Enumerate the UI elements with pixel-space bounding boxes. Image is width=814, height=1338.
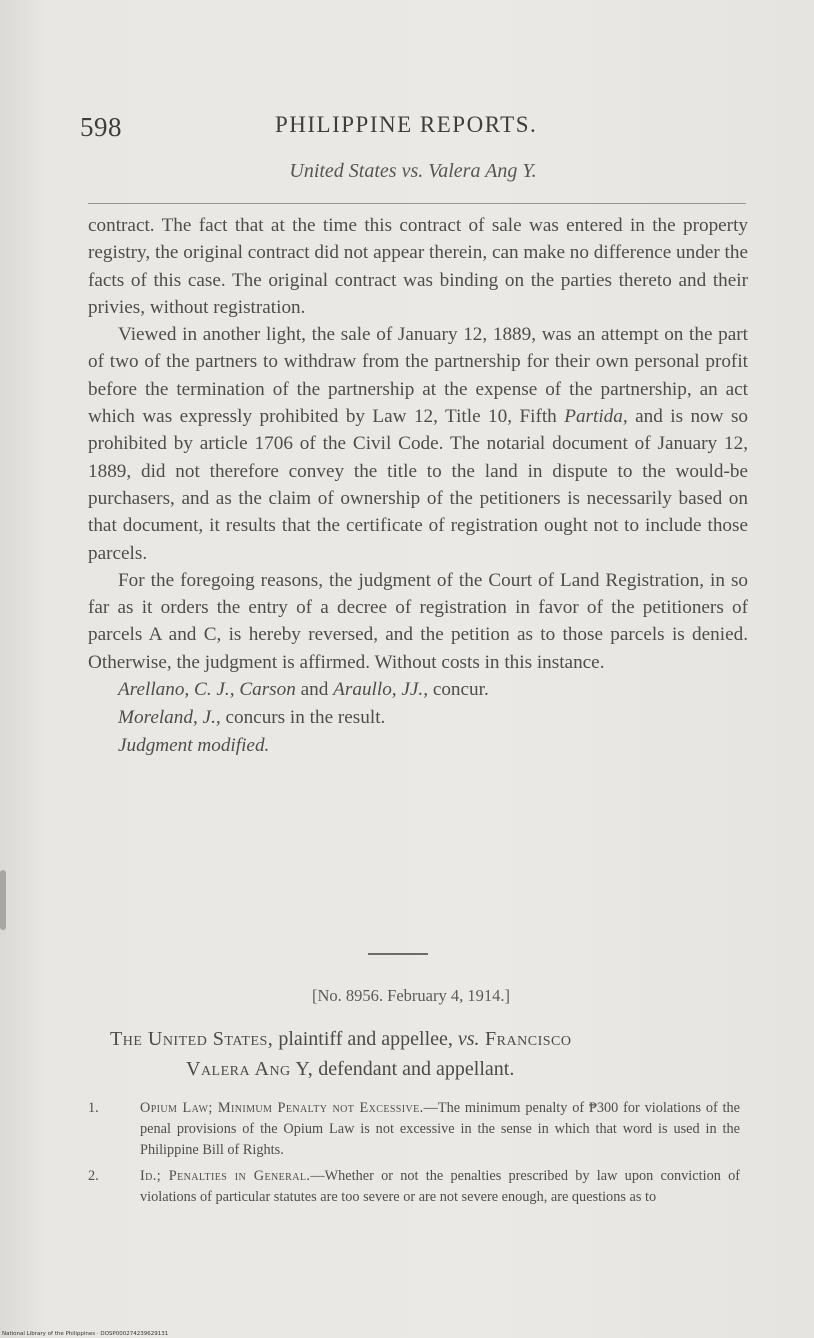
case-title <box>110 1024 750 1084</box>
title-end: defendant and appellant. <box>313 1058 515 1080</box>
scan-credit: National Library of the Philippines · DOSP000274239629131 <box>2 1331 169 1337</box>
syllabus-item <box>88 1098 740 1162</box>
syllabus-text: —Whether or not the penalties prescribed by law upon conviction of violations of particular statutes are too severe or are not severe enough, are questions as to <box>140 1167 741 1205</box>
concur2-judge: Moreland, J., <box>118 707 221 729</box>
concur-and: and <box>295 679 334 701</box>
header-rule <box>88 203 746 204</box>
syllabus-number: 2. <box>88 1167 99 1184</box>
section-divider <box>368 953 428 955</box>
paragraph-2-part-a: Viewed in another light, the sale of January 12, 1889, was an attempt on the part of two of the partners to withdraw from the partnership for their own personal profit before the termination of the partnership at the expense of the partnership, an act which was expressly prohibited by Law 12, Title 10, Fifth <box>88 324 748 428</box>
syllabus-text: —The minimum penalty of ₱300 for violations of the penal provisions of the Opium Law is not excessive in the sense in which that word is used in the Philippine Bill of Rights. <box>140 1100 740 1159</box>
partida-term: Partida, <box>564 406 628 428</box>
paragraph-3: For the foregoing reasons, the judgment of the Court of Land Registration, in so far as it orders the entry of a decree of registration in favor of the petitioners of parcels A and C, is hereby reversed, and the petition as to those parcels is denied. Otherwise, the judgment is affirmed. Without costs in this instance. <box>88 569 748 673</box>
concurrence-2 <box>118 704 748 732</box>
party-defendant-first: Francisco <box>479 1028 572 1050</box>
case-number-line: [No. 8956. February 4, 1914.] <box>312 986 510 1005</box>
paragraph-1: contract. The fact that at the time this contract of sale was entered in the property registry, the original contract did not appear therein, can make no difference under the facts of this case. The original contract was binding on the parties thereto and their privies, without registration. <box>88 215 748 318</box>
disposition-text: Judgment modified. <box>118 735 270 757</box>
page-edge-shadow <box>0 870 6 930</box>
case-title-line-2 <box>110 1054 750 1084</box>
title-mid: plaintiff and appellee, <box>273 1028 458 1050</box>
case-subhead: United States vs. Valera Ang Y. <box>289 160 537 182</box>
paragraph-2-part-b: and is now so prohibited by article 1706 of the Civil Code. The notarial document of January 12, 1889, did not therefore convey the title to the land in dispute to the would-be purchasers, and as the claim of ownership of the petitioners is necessarily based on that document, it results that the certificate of registration ought not to include those parcels. <box>88 406 749 564</box>
concurrence-1 <box>118 676 748 704</box>
syllabus-number: 1. <box>88 1100 99 1116</box>
syllabus-item <box>88 1166 740 1208</box>
party-defendant-last: Valera Ang Y, <box>186 1058 314 1080</box>
title-vs: vs. <box>457 1028 480 1050</box>
opinion-body <box>88 212 748 760</box>
page-header <box>80 112 750 152</box>
concur-judges-b: Araullo, JJ., <box>333 679 429 701</box>
paragraph-2 <box>88 321 748 567</box>
party-plaintiff: The United States, <box>110 1028 274 1050</box>
concur-text: concur. <box>428 679 489 701</box>
page-number: 598 <box>80 112 122 142</box>
running-head: PHILIPPINE REPORTS. <box>275 112 538 137</box>
concur2-text: concurs in the result. <box>220 707 386 729</box>
syllabus <box>88 1098 740 1212</box>
concur-judges-a: Arellano, C. J., Carson <box>118 679 296 701</box>
syllabus-heading: Id.; Penalties in General. <box>140 1167 311 1184</box>
disposition <box>118 732 748 760</box>
syllabus-heading: Opium Law; Minimum Penalty not Excessive. <box>140 1100 424 1116</box>
